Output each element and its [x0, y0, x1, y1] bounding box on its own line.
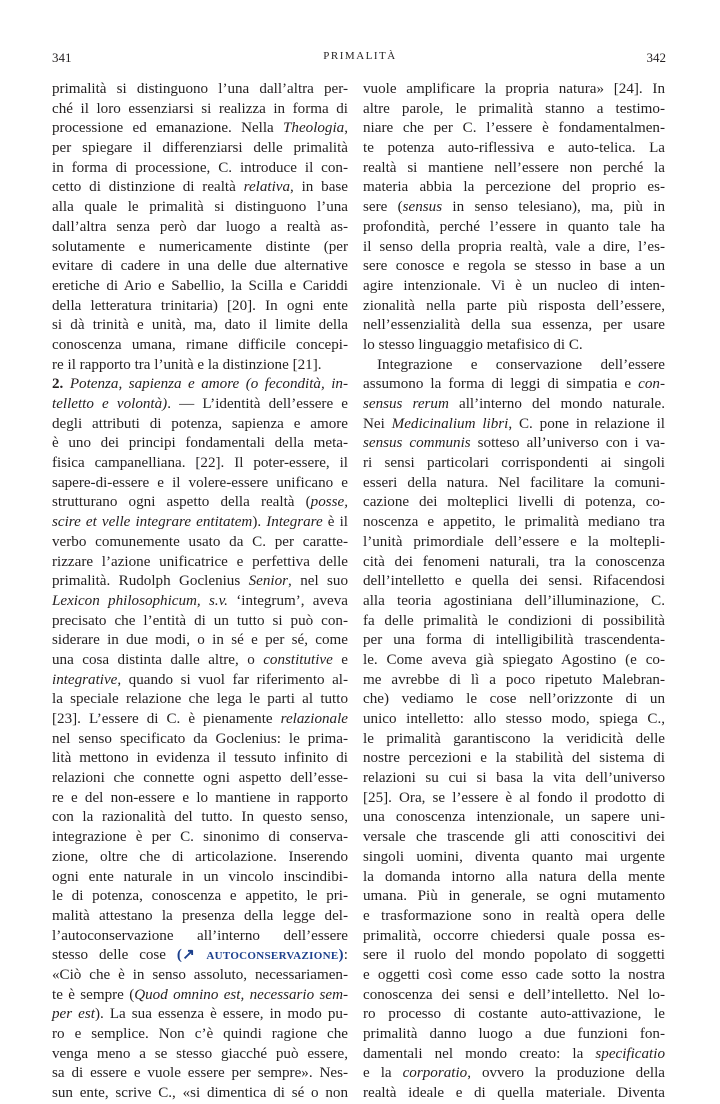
- text-line: [52, 139, 348, 159]
- text-run: , ovvero la produzione della: [467, 1065, 666, 1082]
- text-run: [23]. L’essere di C. è pienamente: [52, 711, 281, 727]
- italic-term: Potenza, sapienza e amore (o fecondità, in-: [69, 376, 349, 393]
- text-line: [363, 612, 665, 632]
- text-line: [52, 769, 348, 789]
- text-line: [52, 1084, 348, 1104]
- text-line: [52, 474, 348, 494]
- text-run: ,: [344, 120, 348, 137]
- text-line: [52, 356, 348, 376]
- text-line: [363, 690, 665, 710]
- text-run: una conoscenza intenzionale, un sapere uni-: [363, 809, 665, 826]
- text-line: [52, 690, 348, 710]
- italic-term: Quod omnino est, necessario sem-: [134, 986, 349, 1003]
- text-line: [363, 749, 665, 769]
- text-line: [363, 434, 665, 454]
- text-line: [363, 730, 665, 750]
- text-run: cazione dei molteplici livelli di potenza, co-: [363, 494, 665, 511]
- text-line: [52, 159, 348, 179]
- italic-term: integrative: [52, 671, 118, 688]
- text-run: te è sempre (: [52, 986, 135, 1003]
- text-line: [52, 277, 348, 297]
- text-run: ro processo di costante auto-attivazione, le: [363, 1006, 665, 1023]
- text-line: [52, 887, 348, 907]
- text-run: le di potenza, conoscenza e appetito, le pri-: [52, 888, 348, 905]
- text-line: [52, 730, 348, 750]
- text-line: [363, 868, 665, 888]
- text-run: rizzare l’azione unificatrice e perfettiva delle: [52, 553, 348, 570]
- text-run: nel senso specificato da Goclenius: le prima-: [52, 730, 348, 747]
- text-run: processione ed emanazione. Nella: [52, 120, 283, 137]
- text-run: Nei: [363, 415, 392, 432]
- text-run: sa di essere e vuole essere per sempre». Nes-: [52, 1065, 348, 1082]
- text-run: all’interno del mondo naturale.: [448, 396, 665, 412]
- text-run: lità mettono in evidenza il tessuto infinito di: [52, 750, 348, 767]
- text-run: sapere-di-essere e il volere-essere unificano e: [52, 474, 348, 491]
- text-line: [363, 454, 665, 474]
- text-line: [363, 100, 665, 120]
- text-line: [52, 828, 348, 848]
- text-run: una cosa distinta dalle altre, o: [52, 651, 264, 668]
- text-run: che) vediamo le cose nell’orizzonte di un: [363, 691, 665, 708]
- text-run: eretiche di Ario e Sabellio, la Scilla e Cariddi: [52, 277, 348, 294]
- text-run: , nel suo: [288, 573, 348, 590]
- text-line: [52, 375, 348, 395]
- text-line: [52, 710, 348, 730]
- text-line: [363, 789, 665, 809]
- text-run: damentali nel mondo creato: la: [363, 1045, 596, 1062]
- text-line: [52, 848, 348, 868]
- cross-reference-link[interactable]: (↗ autoconservazione): [176, 947, 344, 964]
- text-line: [363, 119, 665, 139]
- italic-term: Lexicon philosophicum, s.v.: [52, 592, 228, 609]
- text-run: niare che per C. l’essere è fondamentalmen-: [363, 120, 665, 137]
- text-line: [52, 218, 348, 238]
- italic-term: Medicinalium libri: [391, 415, 509, 432]
- text-line: [52, 808, 348, 828]
- text-run: nell’essenzialità della sua essenza, per usare: [363, 317, 665, 334]
- text-line: [363, 178, 665, 198]
- text-line: [363, 159, 665, 179]
- text-run: alla teoria agostiniana dell’illuminazione, C.: [363, 592, 665, 609]
- text-line: [363, 238, 665, 258]
- text-run: lo stesso linguaggio metafisico di C.: [363, 336, 583, 353]
- text-run: sere (: [363, 199, 403, 216]
- text-line: [363, 848, 665, 868]
- text-line: [52, 297, 348, 317]
- text-line: [52, 493, 348, 513]
- italic-term: sensus communis: [363, 435, 471, 452]
- text-run: me avrebbe di lì a poco ripetuto Malebran-: [363, 671, 665, 688]
- italic-term: scire et velle integrare entitatem: [52, 514, 253, 531]
- text-run: singoli uomini, diventa quanto mai urgente: [363, 848, 665, 865]
- text-line: [52, 178, 348, 198]
- text-run: profondità, perché l’essere in quanto tale ha: [363, 218, 665, 235]
- text-line: [363, 986, 665, 1006]
- text-run: [25]. Ora, se l’essere è al fondo il prodotto di: [363, 789, 665, 806]
- text-line: [363, 1045, 665, 1065]
- text-line: [363, 356, 665, 376]
- text-line: [52, 415, 348, 435]
- right-column: [363, 80, 665, 1104]
- text-line: [52, 395, 348, 415]
- text-run: stesso delle cose: [52, 947, 177, 964]
- text-line: [363, 651, 665, 671]
- text-run: precisato che l’entità di un tutto si può con-: [52, 612, 348, 629]
- italic-term: relativa: [243, 179, 291, 196]
- text-run: alla quale le primalità si distinguono l’una: [52, 199, 348, 216]
- text-run: le. Come aveva già spiegato Agostino (e co-: [363, 651, 665, 668]
- italic-term: Senior: [248, 573, 289, 590]
- text-run: versale che trascende gli atti conoscitivi dei: [363, 829, 665, 846]
- text-run: ‘integrum’, aveva: [227, 592, 349, 609]
- text-line: [363, 474, 665, 494]
- text-line: [363, 1064, 665, 1084]
- text-run: siderare in due modi, o in sé e per sé, come: [52, 632, 348, 649]
- text-run: in senso telesiano), ma, più in: [442, 199, 665, 216]
- text-line: [363, 198, 665, 218]
- text-run: zione, oltre che di articolazione. Inserendo: [52, 848, 348, 865]
- text-run: e trasformazione sono in realtà opera delle: [363, 907, 665, 924]
- text-line: [52, 651, 348, 671]
- text-line: [363, 592, 665, 612]
- text-run: l’unità primordiale dell’essere e la moltepli-: [363, 533, 665, 550]
- text-run: sun ente, scrive C., «si dimentica di sé o non: [52, 1085, 348, 1102]
- text-run: solutamente e numericamente distinte (per: [52, 238, 348, 255]
- text-run: conoscenza umana, rimane difficile concepi-: [52, 336, 348, 353]
- text-line: [52, 789, 348, 809]
- text-line: [363, 316, 665, 336]
- text-run: primalità danno luogo a due funzioni fon-: [363, 1026, 665, 1042]
- text-line: [52, 946, 348, 966]
- text-line: [363, 257, 665, 277]
- text-line: [363, 1084, 665, 1104]
- text-run: con la razionalità del tutto. In questo senso,: [52, 809, 348, 826]
- italic-term: constitutive: [263, 651, 333, 668]
- text-run: fisica campanelliana. [22]. Il poter-essere, il: [52, 455, 348, 472]
- text-run: Integrazione e conservazione dell’essere: [377, 356, 665, 373]
- text-line: [52, 336, 348, 356]
- text-run: relazioni che connette ogni aspetto dell’esse-: [52, 770, 348, 787]
- running-title: PRIMALITÀ: [323, 50, 397, 62]
- text-line: [363, 887, 665, 907]
- text-run: ).: [252, 514, 267, 531]
- text-run: integrazione è per C. sinonimo di conserva-: [52, 829, 348, 846]
- text-line: [52, 749, 348, 769]
- page-header: [0, 50, 720, 70]
- text-run: conoscenza dei sensi e dell’intelletto. Nel lo-: [363, 986, 665, 1003]
- text-run: primalità si distinguono l’una dall’altra per-: [52, 81, 348, 97]
- text-line: [363, 710, 665, 730]
- text-run: strutturano ogni aspetto della realtà (: [52, 494, 311, 511]
- text-run: zionalità nella parte più risposta dell’essere,: [363, 297, 665, 314]
- italic-term: relazionale: [280, 711, 348, 727]
- italic-term: sensus rerum: [363, 396, 449, 412]
- text-line: [363, 218, 665, 238]
- text-line: [363, 80, 665, 100]
- text-run: venga meno a se stesso giacché può essere,: [52, 1045, 348, 1062]
- text-run: :: [343, 947, 348, 964]
- text-line: [363, 946, 665, 966]
- text-line: [363, 533, 665, 553]
- text-line: [52, 533, 348, 553]
- text-line: [363, 631, 665, 651]
- italic-term: sensus: [402, 199, 443, 216]
- text-line: [52, 868, 348, 888]
- text-run: malità attestano la presenza della legge del-: [52, 907, 348, 924]
- text-run: è uno dei principi fondamentali della meta-: [52, 435, 348, 452]
- text-line: [52, 316, 348, 336]
- text-line: [363, 572, 665, 592]
- text-line: [363, 1005, 665, 1025]
- italic-term: telletto e volontà): [52, 396, 168, 412]
- text-line: [363, 907, 665, 927]
- text-run: realtà si mantiene nell’essere non perché la: [363, 159, 665, 176]
- text-run: il senso della propria realtà, vale a dire, l’es-: [363, 238, 665, 255]
- section-number: 2.: [52, 376, 70, 393]
- text-run: materia abbia la percezione del proprio es-: [363, 179, 665, 196]
- text-run: altre parole, le primalità stanno a testimo-: [363, 100, 665, 117]
- text-line: [52, 119, 348, 139]
- text-line: [52, 1005, 348, 1025]
- text-run: si dà trinità e unità, ma, dato il limite della: [52, 317, 348, 334]
- text-run: . — L’identità dell’essere e: [167, 396, 348, 412]
- text-line: [363, 415, 665, 435]
- text-line: [52, 1045, 348, 1065]
- text-run: agire intenzionale. Vi è un nucleo di inten-: [363, 277, 665, 294]
- text-run: unico intelletto: allo stesso modo, spiega C.,: [363, 711, 665, 727]
- text-line: [52, 592, 348, 612]
- text-line: [363, 513, 665, 533]
- italic-term: per est: [52, 1006, 95, 1023]
- text-line: [52, 198, 348, 218]
- text-run: ro e semplice. Non c’è quindi ragione che: [52, 1026, 348, 1042]
- text-run: noscenza e appetito, le primalità mediano tra: [363, 514, 665, 531]
- page-number-right: 342: [646, 50, 666, 65]
- text-line: [52, 434, 348, 454]
- text-run: vuole amplificare la propria natura» [24]. In: [363, 81, 665, 97]
- text-run: e oggetti così come esso cade sotto la nostra: [363, 966, 665, 983]
- text-run: dell’intelletto e quella dei sensi. Rifacendosi: [363, 573, 665, 590]
- text-run: nostre percezioni e la stabilità del sistema di: [363, 750, 665, 767]
- text-line: [363, 297, 665, 317]
- text-line: [52, 257, 348, 277]
- text-line: [363, 277, 665, 297]
- text-run: ri sensi particolari corrispondenti ai singoli: [363, 455, 665, 472]
- text-run: dall’altra senza però dar luogo a realtà as-: [52, 218, 348, 235]
- text-run: della letteratura trinitaria) [20]. In ogni ente: [52, 297, 348, 314]
- text-run: le primalità garantiscono la veridicità delle: [363, 730, 665, 747]
- italic-term: corporatio: [402, 1065, 468, 1082]
- text-line: [363, 769, 665, 789]
- italic-term: specificatio: [595, 1045, 665, 1062]
- text-run: sere conosce e regola se stesso in base a un: [363, 258, 665, 275]
- text-run: umana. Più in generale, se ogni mutamento: [363, 888, 665, 905]
- text-run: te potenza auto-riflessiva e auto-telica. La: [363, 140, 665, 157]
- text-run: , in base: [290, 179, 348, 196]
- text-line: [363, 493, 665, 513]
- text-line: [52, 553, 348, 573]
- text-run: re e del non-essere e lo mantiene in rapporto: [52, 789, 348, 806]
- italic-term: Theologia: [283, 120, 345, 137]
- text-run: assumono la forma di leggi di simpatia e: [363, 376, 639, 393]
- text-run: esseri della natura. Nel facilitare la comuni-: [363, 474, 665, 491]
- text-line: [52, 612, 348, 632]
- text-run: verbo comunemente usato da C. per caratte-: [52, 533, 348, 550]
- text-line: [363, 671, 665, 691]
- text-run: la speciale relazione che lega le parti al tutto: [52, 691, 348, 708]
- text-line: [363, 1025, 665, 1045]
- page-number-left: 341: [52, 50, 72, 65]
- text-line: [52, 1025, 348, 1045]
- left-column: [52, 80, 348, 1104]
- text-line: [52, 986, 348, 1006]
- text-run: , C. pone in relazione il: [508, 415, 665, 432]
- italic-term: con-: [638, 376, 665, 393]
- text-line: [52, 572, 348, 592]
- text-run: fa delle primalità le condizioni di possibilità: [363, 612, 665, 629]
- text-line: [363, 139, 665, 159]
- text-run: primalità. Rudolph Goclenius: [52, 573, 249, 590]
- italic-term: Integrare: [266, 514, 323, 531]
- text-run: evitare di cadere in una delle due alternative: [52, 258, 348, 275]
- text-line: [52, 966, 348, 986]
- text-run: sotteso all’universo con i va-: [470, 435, 665, 452]
- text-line: [52, 631, 348, 651]
- text-line: [52, 100, 348, 120]
- text-run: e: [332, 651, 348, 668]
- text-line: [363, 927, 665, 947]
- text-run: ). La sua essenza è essere, in modo pu-: [94, 1006, 348, 1023]
- text-run: sere il ruolo del mondo popolato di soggetti: [363, 947, 665, 964]
- text-run: ché il loro essenziarsi si realizza in forma di: [52, 100, 348, 117]
- text-run: ogni ente naturale in un vincolo inscindibi-: [52, 868, 348, 885]
- text-run: in forma di processione, C. introduce il con-: [52, 159, 348, 176]
- text-line: [52, 80, 348, 100]
- text-run: per spiegare il differenziarsi delle primalità: [52, 140, 348, 157]
- text-run: realtà ideale e di quella materiale. Diventa: [363, 1085, 665, 1102]
- text-run: la domanda intorno alla natura della mente: [363, 868, 665, 885]
- text-line: [363, 395, 665, 415]
- text-run: cetto di distinzione di realtà: [52, 179, 244, 196]
- text-line: [52, 927, 348, 947]
- text-line: [52, 513, 348, 533]
- text-line: [363, 553, 665, 573]
- text-line: [363, 828, 665, 848]
- text-line: [52, 454, 348, 474]
- text-run: cità dei fenomeni naturali, tra la conoscenza: [363, 553, 665, 570]
- text-line: [363, 808, 665, 828]
- text-run: primalità, occorre chiedersi quale possa es-: [363, 927, 665, 944]
- text-line: [52, 907, 348, 927]
- italic-term: posse,: [310, 494, 348, 511]
- text-run: e la: [363, 1065, 403, 1082]
- text-line: [52, 238, 348, 258]
- text-line: [52, 671, 348, 691]
- text-line: [363, 336, 665, 356]
- text-run: re il rapporto tra l’unità e la distinzione [21].: [52, 356, 322, 373]
- text-line: [363, 966, 665, 986]
- text-run: l’autoconservazione all’interno dell’essere: [52, 927, 348, 944]
- text-run: relazioni su cui si basa la vita dell’universo: [363, 770, 665, 787]
- text-run: , quando si vuol far riferimento al-: [117, 671, 348, 688]
- text-run: «Ciò che è in senso assoluto, necessariamen-: [52, 966, 348, 983]
- text-run: per una forma di intelligibilità trascendenta-: [363, 632, 665, 649]
- text-line: [363, 375, 665, 395]
- text-run: è il: [322, 514, 348, 531]
- text-run: degli attributi di potenza, sapienza e amore: [52, 415, 348, 432]
- text-line: [52, 1064, 348, 1084]
